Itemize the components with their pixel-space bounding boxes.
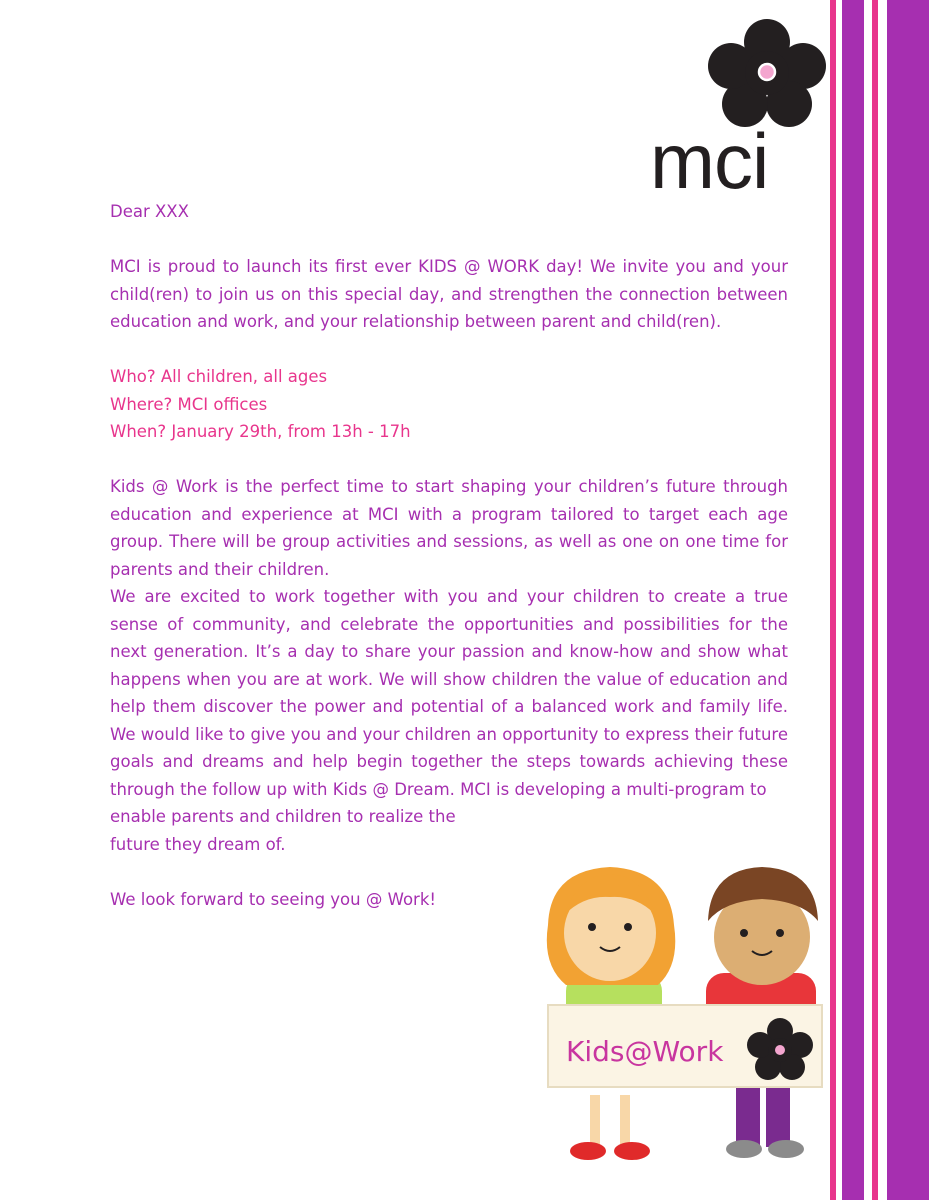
brand-wordmark: mci: [650, 117, 769, 205]
greeting: Dear XXX: [110, 202, 189, 221]
detail-where: Where? MCI offices: [110, 394, 268, 414]
detail-who: Who? All children, all ages: [110, 367, 328, 386]
banner-label: Kids@Work: [566, 1035, 724, 1068]
letter-body: [110, 198, 788, 913]
body-paragraph-2: We are excited to work together with you and your children to create a true sense of community, and celebrate the opportunities and possibilities for the next generation. It’s a day to share your passion and know-how and show what happens when you are at work. We will show children the value of education and help them discover the power and potential of a balanced work and family life. We would like to give you and your children an opportunity to express their future goals and dreams and help begin together the steps towards achieving these through the follow up with Kids @ Dream. MCI is developing a multi-program to: [110, 587, 788, 799]
stripe-pink-1: [830, 0, 836, 1200]
intro-paragraph: MCI is proud to launch its first ever KIDS @ WORK day! We invite you and your child(ren) to join us on this special day, and strengthen the connection between education and work, and your relationship between parent and child(ren).: [110, 257, 788, 331]
body-paragraph-1: Kids @ Work is the perfect time to start shaping your children’s future through education and experience at MCI with a program tailored to target each age group. There will be group activities and sessions, as well as one on one time for parents and their children.: [110, 477, 788, 579]
detail-when: When? January 29th, from 13h - 17h: [110, 422, 411, 441]
stripe-pink-2: [872, 0, 878, 1200]
body-paragraph-2-line-a: enable parents and children to realize the: [110, 807, 456, 826]
decorative-stripes: [830, 0, 929, 1200]
stripe-purple-1: [842, 0, 864, 1200]
kids-illustration: [540, 855, 830, 1175]
body-paragraph-2-line-b: future they dream of.: [110, 834, 286, 854]
stripe-purple-2: [887, 0, 929, 1200]
flower-logo-icon: [707, 18, 827, 128]
closing-line: We look forward to seeing you @ Work!: [110, 889, 436, 909]
